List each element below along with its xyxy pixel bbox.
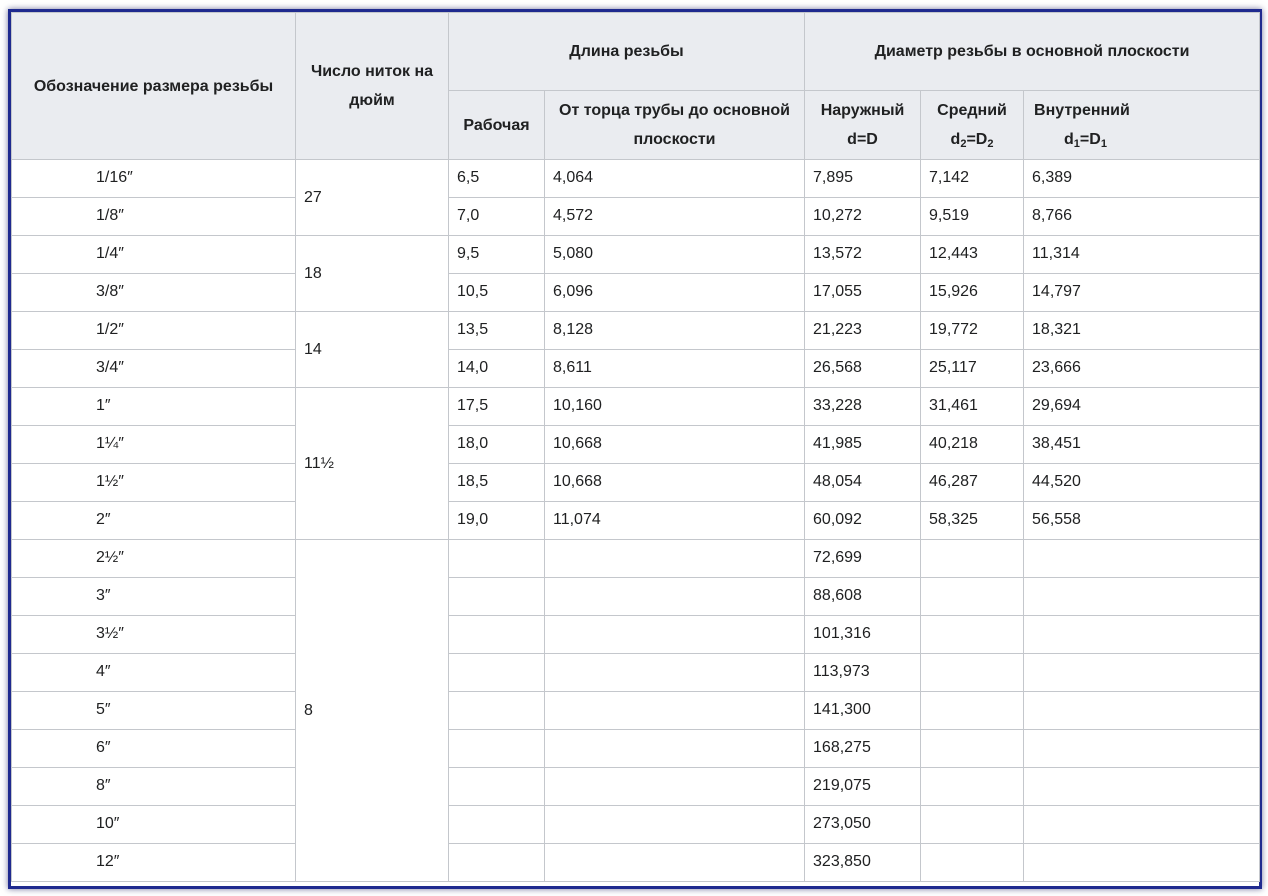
cell-end-length bbox=[545, 806, 805, 844]
cell-middle-diameter bbox=[921, 540, 1024, 578]
cell-inner-diameter bbox=[1024, 540, 1260, 578]
cell-inner-diameter bbox=[1024, 616, 1260, 654]
cell-outer-diameter: 21,223 bbox=[805, 312, 921, 350]
cell-tpi: 11½ bbox=[296, 388, 449, 540]
cell-size: 3/8″ bbox=[12, 274, 296, 312]
table-row bbox=[12, 388, 1260, 426]
cell-outer-diameter: 273,050 bbox=[805, 806, 921, 844]
cell-outer-diameter: 13,572 bbox=[805, 236, 921, 274]
cell-outer-diameter: 219,075 bbox=[805, 768, 921, 806]
cell-middle-diameter: 58,325 bbox=[921, 502, 1024, 540]
cell-middle-diameter bbox=[921, 616, 1024, 654]
cell-size: 1/8″ bbox=[12, 198, 296, 236]
table-row bbox=[12, 540, 1260, 578]
cell-outer-diameter: 141,300 bbox=[805, 692, 921, 730]
cell-size: 3/4″ bbox=[12, 350, 296, 388]
cell-tpi: 27 bbox=[296, 160, 449, 236]
cell-working-length: 9,5 bbox=[449, 236, 545, 274]
cell-working-length: 19,0 bbox=[449, 502, 545, 540]
cell-working-length: 18,5 bbox=[449, 464, 545, 502]
cell-outer-diameter: 7,895 bbox=[805, 160, 921, 198]
cell-working-length bbox=[449, 692, 545, 730]
table-row bbox=[12, 274, 1260, 312]
cell-size: 1/4″ bbox=[12, 236, 296, 274]
cell-outer-diameter: 323,850 bbox=[805, 844, 921, 882]
cell-end-length: 10,668 bbox=[545, 426, 805, 464]
table-row bbox=[12, 654, 1260, 692]
cell-working-length bbox=[449, 768, 545, 806]
table-body bbox=[12, 160, 1260, 882]
cell-end-length bbox=[545, 844, 805, 882]
header-middle-formula: $d_2=D_2$ bbox=[950, 131, 994, 150]
cell-middle-diameter: 12,443 bbox=[921, 236, 1024, 274]
table-row bbox=[12, 198, 1260, 236]
table-row bbox=[12, 844, 1260, 882]
header-outer-name: Наружный bbox=[820, 102, 905, 119]
cell-working-length: 18,0 bbox=[449, 426, 545, 464]
cell-middle-diameter: 31,461 bbox=[921, 388, 1024, 426]
cell-working-length bbox=[449, 578, 545, 616]
cell-middle-diameter bbox=[921, 578, 1024, 616]
cell-inner-diameter: 56,558 bbox=[1024, 502, 1260, 540]
cell-inner-diameter bbox=[1024, 730, 1260, 768]
cell-working-length bbox=[449, 654, 545, 692]
cell-middle-diameter: 25,117 bbox=[921, 350, 1024, 388]
cell-working-length: 14,0 bbox=[449, 350, 545, 388]
cell-working-length bbox=[449, 540, 545, 578]
header-from-end: От торца трубы до основной плоскости bbox=[545, 91, 805, 160]
cell-inner-diameter: 44,520 bbox=[1024, 464, 1260, 502]
header-designation: Обозначение размера резьбы bbox=[12, 13, 296, 160]
cell-size: 3½″ bbox=[12, 616, 296, 654]
cell-size: 10″ bbox=[12, 806, 296, 844]
cell-middle-diameter bbox=[921, 730, 1024, 768]
cell-tpi: 18 bbox=[296, 236, 449, 312]
cell-working-length bbox=[449, 616, 545, 654]
cell-size: 4″ bbox=[12, 654, 296, 692]
cell-inner-diameter bbox=[1024, 768, 1260, 806]
cell-size: 12″ bbox=[12, 844, 296, 882]
cell-working-length: 17,5 bbox=[449, 388, 545, 426]
cell-inner-diameter: 11,314 bbox=[1024, 236, 1260, 274]
cell-end-length: 5,080 bbox=[545, 236, 805, 274]
cell-size: 8″ bbox=[12, 768, 296, 806]
cell-middle-diameter bbox=[921, 768, 1024, 806]
header-inner-name: Внутренний bbox=[1034, 102, 1130, 119]
cell-outer-diameter: 26,568 bbox=[805, 350, 921, 388]
table-row bbox=[12, 464, 1260, 502]
cell-working-length: 7,0 bbox=[449, 198, 545, 236]
header-middle bbox=[921, 91, 1024, 160]
header-length-group: Длина резьбы bbox=[449, 13, 805, 91]
cell-working-length: 6,5 bbox=[449, 160, 545, 198]
cell-outer-diameter: 10,272 bbox=[805, 198, 921, 236]
header-outer-formula: d=D bbox=[847, 131, 878, 148]
header-diameter-group: Диаметр резьбы в основной плоскости bbox=[805, 13, 1260, 91]
cell-working-length bbox=[449, 730, 545, 768]
cell-end-length: 4,064 bbox=[545, 160, 805, 198]
cell-inner-diameter bbox=[1024, 806, 1260, 844]
cell-size: 1″ bbox=[12, 388, 296, 426]
cell-outer-diameter: 88,608 bbox=[805, 578, 921, 616]
cell-middle-diameter bbox=[921, 844, 1024, 882]
header-row-1 bbox=[12, 13, 1260, 91]
cell-inner-diameter: 14,797 bbox=[1024, 274, 1260, 312]
cell-outer-diameter: 60,092 bbox=[805, 502, 921, 540]
cell-size: 5″ bbox=[12, 692, 296, 730]
cell-inner-diameter bbox=[1024, 844, 1260, 882]
header-outer bbox=[805, 91, 921, 160]
cell-size: 6″ bbox=[12, 730, 296, 768]
table-row bbox=[12, 730, 1260, 768]
header-middle-name: Средний bbox=[937, 102, 1007, 119]
cell-inner-diameter bbox=[1024, 654, 1260, 692]
cell-end-length: 10,668 bbox=[545, 464, 805, 502]
cell-size: 1¼″ bbox=[12, 426, 296, 464]
cell-outer-diameter: 72,699 bbox=[805, 540, 921, 578]
table-row bbox=[12, 806, 1260, 844]
cell-working-length bbox=[449, 844, 545, 882]
header-working: Рабочая bbox=[449, 91, 545, 160]
cell-size: 2½″ bbox=[12, 540, 296, 578]
cell-middle-diameter: 19,772 bbox=[921, 312, 1024, 350]
cell-size: 2″ bbox=[12, 502, 296, 540]
cell-outer-diameter: 48,054 bbox=[805, 464, 921, 502]
header-inner-formula: $d_1=D_1$ bbox=[1064, 131, 1107, 150]
cell-size: 1½″ bbox=[12, 464, 296, 502]
table-row bbox=[12, 160, 1260, 198]
table-row bbox=[12, 312, 1260, 350]
table-row bbox=[12, 692, 1260, 730]
cell-outer-diameter: 41,985 bbox=[805, 426, 921, 464]
cell-outer-diameter: 101,316 bbox=[805, 616, 921, 654]
header-inner bbox=[1024, 91, 1260, 160]
cell-size: 1/2″ bbox=[12, 312, 296, 350]
cell-end-length: 8,128 bbox=[545, 312, 805, 350]
cell-end-length bbox=[545, 540, 805, 578]
cell-end-length: 10,160 bbox=[545, 388, 805, 426]
cell-end-length bbox=[545, 730, 805, 768]
cell-inner-diameter: 23,666 bbox=[1024, 350, 1260, 388]
table-row bbox=[12, 236, 1260, 274]
cell-working-length: 10,5 bbox=[449, 274, 545, 312]
cell-middle-diameter bbox=[921, 692, 1024, 730]
cell-middle-diameter: 46,287 bbox=[921, 464, 1024, 502]
cell-end-length bbox=[545, 578, 805, 616]
cell-end-length bbox=[545, 616, 805, 654]
table-row bbox=[12, 768, 1260, 806]
cell-outer-diameter: 17,055 bbox=[805, 274, 921, 312]
cell-end-length: 6,096 bbox=[545, 274, 805, 312]
cell-inner-diameter: 8,766 bbox=[1024, 198, 1260, 236]
table-row bbox=[12, 350, 1260, 388]
cell-middle-diameter: 15,926 bbox=[921, 274, 1024, 312]
thread-dimensions-table bbox=[11, 12, 1260, 882]
cell-outer-diameter: 113,973 bbox=[805, 654, 921, 692]
cell-end-length: 4,572 bbox=[545, 198, 805, 236]
cell-end-length bbox=[545, 768, 805, 806]
cell-tpi: 8 bbox=[296, 540, 449, 882]
cell-working-length: 13,5 bbox=[449, 312, 545, 350]
cell-inner-diameter bbox=[1024, 578, 1260, 616]
cell-middle-diameter: 7,142 bbox=[921, 160, 1024, 198]
cell-middle-diameter: 40,218 bbox=[921, 426, 1024, 464]
cell-inner-diameter: 6,389 bbox=[1024, 160, 1260, 198]
cell-end-length: 11,074 bbox=[545, 502, 805, 540]
cell-inner-diameter: 38,451 bbox=[1024, 426, 1260, 464]
header-tpi: Число ниток на дюйм bbox=[296, 13, 449, 160]
table-row bbox=[12, 578, 1260, 616]
table-row bbox=[12, 502, 1260, 540]
cell-tpi: 14 bbox=[296, 312, 449, 388]
cell-inner-diameter: 29,694 bbox=[1024, 388, 1260, 426]
cell-outer-diameter: 168,275 bbox=[805, 730, 921, 768]
table-frame bbox=[8, 9, 1262, 889]
cell-size: 1/16″ bbox=[12, 160, 296, 198]
cell-end-length: 8,611 bbox=[545, 350, 805, 388]
cell-end-length bbox=[545, 654, 805, 692]
cell-middle-diameter: 9,519 bbox=[921, 198, 1024, 236]
table-row bbox=[12, 426, 1260, 464]
cell-inner-diameter bbox=[1024, 692, 1260, 730]
cell-middle-diameter bbox=[921, 654, 1024, 692]
cell-outer-diameter: 33,228 bbox=[805, 388, 921, 426]
cell-inner-diameter: 18,321 bbox=[1024, 312, 1260, 350]
cell-working-length bbox=[449, 806, 545, 844]
cell-size: 3″ bbox=[12, 578, 296, 616]
cell-end-length bbox=[545, 692, 805, 730]
cell-middle-diameter bbox=[921, 806, 1024, 844]
table-row bbox=[12, 616, 1260, 654]
